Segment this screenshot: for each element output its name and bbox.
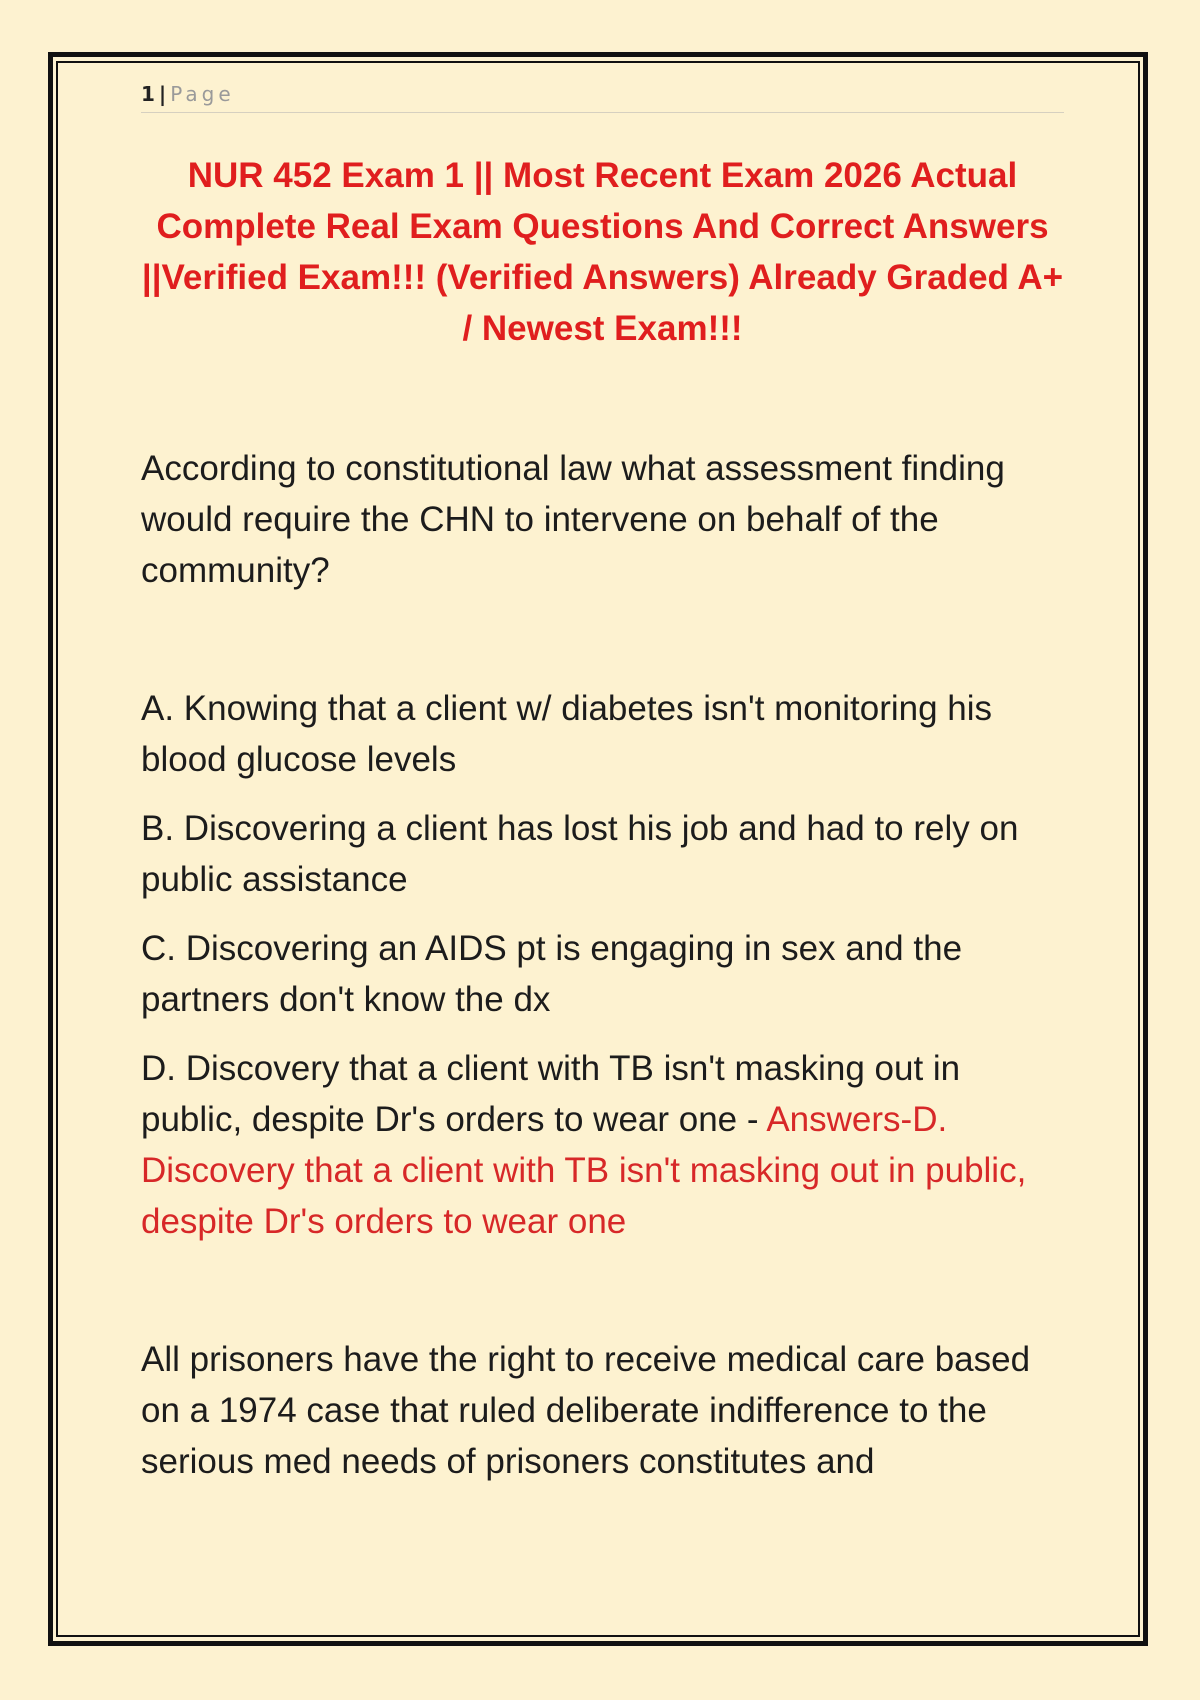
page-header <box>141 80 1064 113</box>
question-1-option-b: B. Discovering a client has lost his job and had to rely on public assistance <box>141 809 1019 899</box>
question-2-text: All prisoners have the right to receive medical care based on a 1974 case that ruled deliberate indifference to the serious med needs of prisoners constitutes and <box>141 1340 1031 1481</box>
question-1-text: According to constitutional law what assessment finding would require the CHN to intervene on behalf of the community? <box>141 449 1005 590</box>
page-label: Page <box>170 82 235 106</box>
question-1-option-a: A. Knowing that a client w/ diabetes isn't monitoring his blood glucose levels <box>141 689 993 779</box>
page-separator: | <box>158 82 167 106</box>
question-1-option-d <box>141 1043 1064 1247</box>
document-title: NUR 452 Exam 1 || Most Recent Exam 2026 Actual Complete Real Exam Questions And Correct Answers ||Verified Exam!!! (Verified Answers) Already Graded A+ / Newest Exam!!! <box>141 156 1064 348</box>
option-d-text: D. Discovery that a client with TB isn't masking out in public, despite Dr's orders to wear one - <box>141 1049 961 1139</box>
page-number: 1 <box>141 82 155 106</box>
question-1-option-c: C. Discovering an AIDS pt is engaging in sex and the partners don't know the dx <box>141 929 963 1019</box>
question-1-answer: Answers-D. Discovery that a client with TB isn't masking out in public, despite Dr's orders to wear one <box>141 1100 1027 1241</box>
